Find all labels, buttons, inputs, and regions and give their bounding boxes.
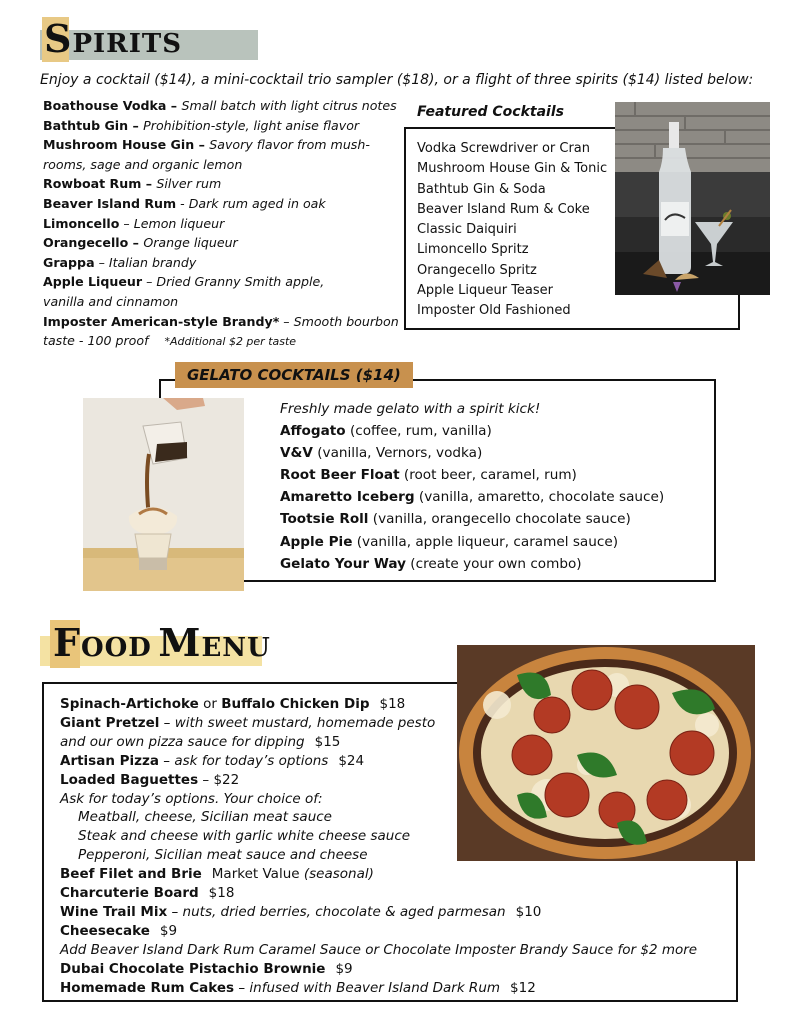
gelato-heading: GELATO COCKTAILS ($14) xyxy=(175,362,413,388)
gelato-item: V&V (vanilla, Vernors, vodka) xyxy=(280,445,483,462)
spirit-item: Boathouse Vodka – Small batch with light citrus notes xyxy=(43,98,397,113)
food-item-brownie: Dubai Chocolate Pistachio Brownie $9 xyxy=(60,960,353,977)
featured-cocktails-title: Featured Cocktails xyxy=(417,104,564,120)
food-item-pizza: Artisan Pizza – ask for today’s options $24 xyxy=(60,752,365,769)
food-item-pretzel: Giant Pretzel – with sweet mustard, homemade pesto xyxy=(60,714,436,731)
spirit-item: Grappa – Italian brandy xyxy=(43,254,197,270)
food-item-rumcakes: Homemade Rum Cakes – infused with Beaver Island Dark Rum $12 xyxy=(60,979,536,996)
featured-cocktail-item: Orangecello Spritz xyxy=(417,262,537,278)
spirits-heading: SPIRITS xyxy=(44,16,183,61)
spirit-item: Beaver Island Rum - Dark rum aged in oak xyxy=(43,195,326,211)
gelato-affogato-photo xyxy=(83,398,244,591)
gelato-item: Root Beer Float (root beer, caramel, rum) xyxy=(280,467,577,484)
gelato-item: Amaretto Iceberg (vanilla, amaretto, chocolate sauce) xyxy=(280,489,665,506)
spirit-item-cont: rooms, sage and organic lemon xyxy=(43,156,243,172)
gelato-item: Tootsie Roll (vanilla, orangecello chocolate sauce) xyxy=(280,511,631,528)
spirit-item: Bathtub Gin – Prohibition-style, light anise flavor xyxy=(43,117,360,133)
spirit-item: Imposter American-style Brandy* – Smooth bourbon xyxy=(43,313,399,329)
featured-cocktails-list xyxy=(417,139,607,322)
gelato-item: Affogato (coffee, rum, vanilla) xyxy=(280,423,492,440)
food-item-cheesecake: Cheesecake $9 xyxy=(60,922,178,939)
featured-cocktail-item: Limoncello Spritz xyxy=(417,242,529,258)
featured-cocktail-item: Imposter Old Fashioned xyxy=(417,303,571,319)
food-item-pretzel-cont: and our own pizza sauce for dipping $15 xyxy=(60,733,341,750)
baguettes-note: Ask for today’s options. Your choice of: xyxy=(60,790,323,807)
spirit-item-cont: vanilla and cinnamon xyxy=(43,293,179,309)
gelato-intro: Freshly made gelato with a spirit kick! xyxy=(280,401,541,417)
spirit-item: Orangecello – Orange liqueur xyxy=(43,235,238,251)
cheesecake-addon: Add Beaver Island Dark Rum Caramel Sauce or Chocolate Imposter Brandy Sauce for $2 more xyxy=(60,941,698,958)
featured-cocktail-item: Beaver Island Rum & Coke xyxy=(417,201,590,217)
food-item-filet: Beef Filet and Brie Market Value (seasonal) xyxy=(60,866,374,883)
baguette-option: Pepperoni, Sicilian meat sauce and cheese xyxy=(78,847,368,864)
cocktail-bottle-photo xyxy=(615,102,770,295)
spirits-list xyxy=(43,96,413,352)
gelato-item: Apple Pie (vanilla, apple liqueur, caramel sauce) xyxy=(280,533,619,550)
gelato-item: Gelato Your Way (create your own combo) xyxy=(280,555,582,572)
spirit-item: Rowboat Rum – Silver rum xyxy=(43,176,222,192)
food-item-charcuterie: Charcuterie Board $18 xyxy=(60,885,235,902)
featured-cocktail-item: Vodka Screwdriver or Cran xyxy=(417,141,591,156)
featured-cocktail-item: Bathtub Gin & Soda xyxy=(417,181,546,197)
food-item-dip: Spinach-Artichoke or Buffalo Chicken Dip $18 xyxy=(60,696,406,712)
brandy-note: *Additional $2 per taste xyxy=(164,335,297,349)
featured-cocktail-item: Mushroom House Gin & Tonic xyxy=(417,161,608,177)
spirit-item: Apple Liqueur – Dried Granny Smith apple, xyxy=(43,274,325,290)
food-item-baguettes: Loaded Baguettes – $22 xyxy=(60,771,240,788)
baguette-option: Steak and cheese with garlic white cheese sauce xyxy=(78,828,411,845)
baguette-option: Meatball, cheese, Sicilian meat sauce xyxy=(78,809,332,826)
featured-cocktail-item: Classic Daiquiri xyxy=(417,222,517,238)
gelato-list xyxy=(280,398,664,575)
featured-cocktail-item: Apple Liqueur Teaser xyxy=(417,283,554,299)
food-heading: FOOD MENU xyxy=(53,620,271,665)
spirit-item: Mushroom House Gin – Savory flavor from mush- xyxy=(43,137,370,153)
spirit-item: Limoncello – Lemon liqueur xyxy=(43,215,225,231)
spirit-item-cont: taste - 100 proof *Additional $2 per taste xyxy=(43,333,297,349)
food-item-trailmix: Wine Trail Mix – nuts, dried berries, chocolate & aged parmesan $10 xyxy=(60,903,542,920)
food-list xyxy=(60,695,697,998)
spirits-intro: Enjoy a cocktail ($14), a mini-cocktail trio sampler ($18), or a flight of three spirits ($14) listed below: xyxy=(40,72,754,88)
